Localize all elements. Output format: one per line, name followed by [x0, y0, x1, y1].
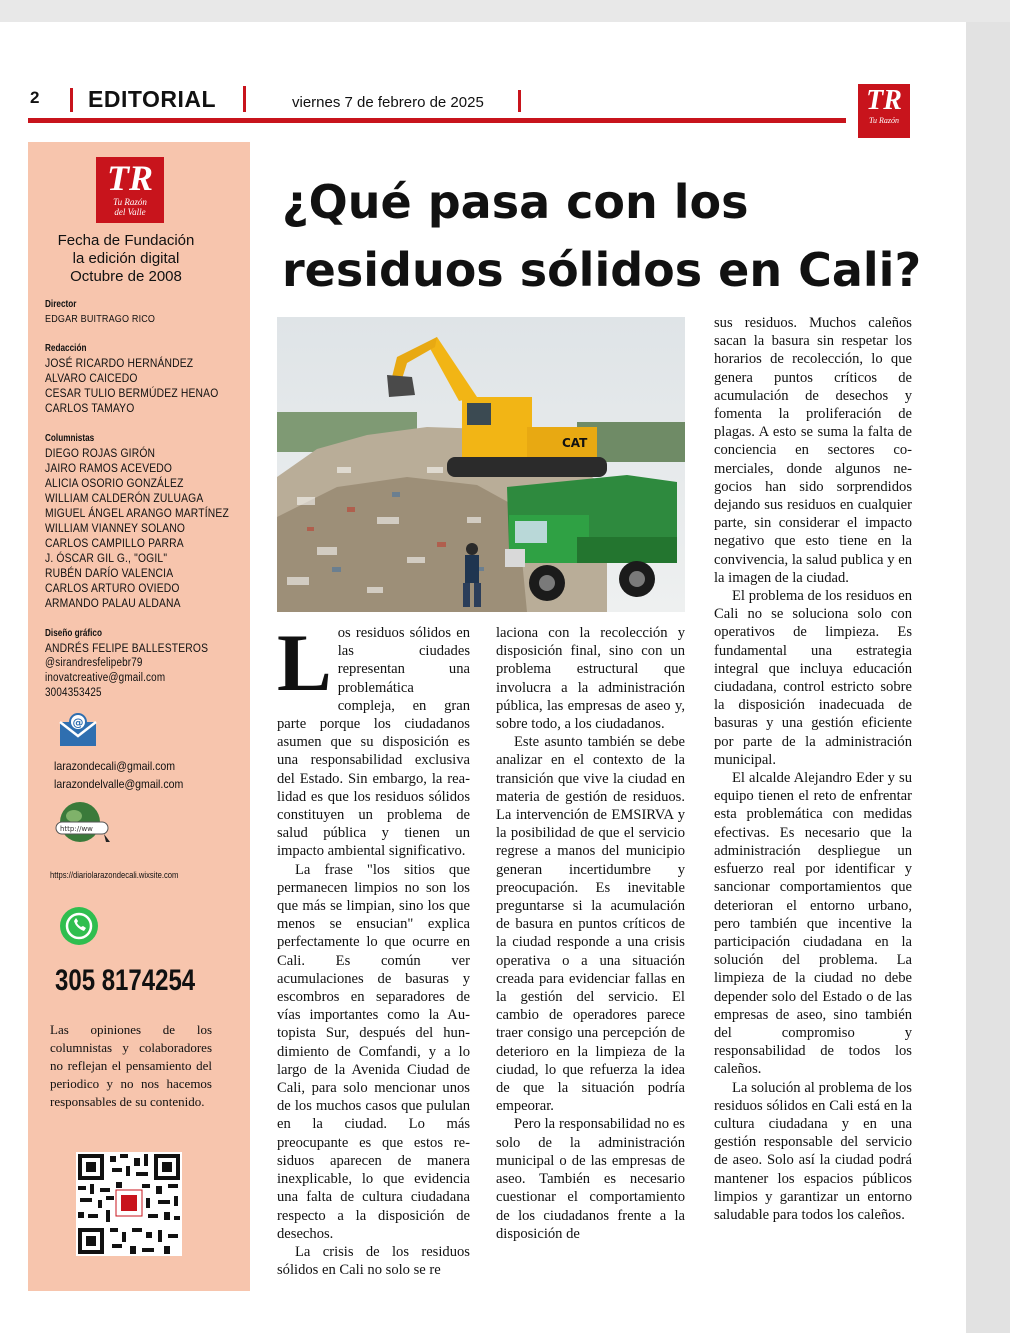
email-address[interactable]: larazondecali@gmail.com: [54, 759, 176, 773]
columnist-name: J. ÓSCAR GIL G., "OGIL": [45, 551, 168, 565]
staff-name: CESAR TULIO BERMÚDEZ HENAO: [45, 386, 219, 400]
header-divider: [243, 86, 246, 112]
columnist-name: RUBÉN DARÍO VALENCIA: [45, 566, 174, 580]
logo-line: Tu Razón: [113, 197, 147, 207]
columnist-name: JAIRO RAMOS ACEVEDO: [45, 461, 173, 475]
columnist-name: MIGUEL ÁNGEL ARANGO MARTÍNEZ: [45, 506, 229, 520]
redaccion-heading: Redacción: [45, 343, 87, 354]
website-link[interactable]: https://diariolarazondecali.wixsite.com: [50, 870, 179, 880]
email-address[interactable]: larazondelvalle@gmail.com: [54, 777, 184, 791]
columnist-name: ARMANDO PALAU ALDANA: [45, 596, 181, 610]
article-paragraph: El alcalde Alejandro Eder y su equipo tienen el reto de enfrentar esta problemática con medidas efectivas. Es necesario que la administración despliegue un esfuerzo real por identificar y sancionar comportamientos que deterioran el entorno urbano, pero también que incentive la participación ciudadana en la solución del problema. La limpieza de la ciudad no debe depender solo del Estado o de las empresas de aseo, sino también del compromiso y responsabilidad de todos los caleños.: [714, 770, 912, 1078]
email-icon: [58, 712, 98, 748]
globe-text: http://ww: [60, 825, 93, 833]
logo-letters: TR: [106, 158, 153, 198]
header-logo: [858, 84, 910, 138]
columnist-name: CARLOS CAMPILLO PARRA: [45, 536, 184, 550]
issue-date: viernes 7 de febrero de 2025: [292, 94, 484, 111]
header-divider: [518, 90, 521, 112]
designer-handle: @sirandresfelipebr79: [45, 657, 143, 669]
qr-code: [76, 1152, 182, 1256]
columnistas-heading: Columnistas: [45, 433, 95, 444]
article-paragraph: laciona con la recolección y disposición final, sino con un problema estructural que involucra a la administración pública, las empresas de aseo y, sobre todo, a los ciudadanos.: [496, 625, 685, 733]
headline-line: ¿Qué pasa con los: [282, 175, 749, 229]
diseno-block: [45, 626, 235, 701]
headline-line: residuos sólidos en Cali?: [282, 243, 922, 297]
article-paragraph: Pero la responsabilidad no es solo de la administración municipal o de las empresas de aseo. También es necesario cuestionar el comportamiento de los ciudadanos frente a la disposición de: [496, 1116, 685, 1242]
foundation-line: Octubre de 2008: [70, 268, 182, 285]
disclaimer: Las opiniones de los columnistas y colaboradores no reflejan el pensamiento del periodico y no nos hacemos responsables de su contenido.: [50, 1022, 212, 1109]
columnist-name: WILLIAM CALDERÓN ZULUAGA: [45, 491, 204, 505]
article-column-2: [496, 624, 685, 1243]
phone-number: 305 8174254: [55, 964, 196, 997]
whatsapp-icon: [58, 905, 100, 947]
article-paragraph: Los residuos sólidos en las ciudades representan una problemática compleja, en gran parte porque los ciudadanos asumen que su disposición es una responsabilidad exclusiva del Estado. Sin embargo, la realidad es que los residuos sólidos constituyen un problema de salud pública y tienen un impacto ambiental significativo.: [277, 617, 470, 860]
article-column-1: [277, 617, 470, 1279]
article-column-3: [714, 314, 912, 1224]
logo-letters: TR: [866, 85, 902, 116]
staff-name: CARLOS TAMAYO: [45, 401, 135, 415]
article-paragraph: La crisis de los residuos sólidos en Cali no solo se re: [277, 1243, 470, 1279]
article-paragraph: La frase "los sitios que permanecen limpios no son los que más se limpian, sino los que menos se ensucian" explica perfectamente lo que ocurre en Cali. Es común ver acumulaciones de basuras y escombros en separadores de vías importantes como la Autopista Sur, después del hundimiento de Comfandi, y a lo largo de la Avenida Ciudad de Cali, para solo mencionar unos de los muchos casos que pululan en la ciudad. Lo más preocupante es que estos residuos aparecen de manera inexplicable, lo que evidencia una falta de cultura ciudadana respecto a la disposición de desechos.: [277, 861, 470, 1242]
director-heading: Director: [45, 299, 77, 310]
article-headline: [282, 170, 922, 302]
article-paragraph: El problema de los residuos en Cali no se soluciona solo con operativos de limpieza. Es fundamental una estrategia integral que incluya educación ciudadana, control estricto sobre la disposición inadecuada de basuras y una gestión eficiente por parte de la administración municipal.: [714, 588, 912, 768]
article-paragraph: Este asunto también se debe analizar en el contexto de la transición que vive la ciudad en materia de gestión de residuos. La intervención de EMSIRVA y la posibilidad de que el servicio regrese a manos del municipio generan incertidumbre y preocupación. Es inevitable preguntarse si la acumulación de basura en puntos críticos de la ciudad responde a una crisis operativa o a una situación creada para evidenciar fallas en la gestión del servicio. El cambio de operadores parece traer consigo una percepción de deterioro en la limpieza de la ciudad, lo que refuerza la idea de que la situación podría empeorar.: [496, 734, 685, 1115]
logo-line: del Valle: [114, 207, 146, 217]
staff-name: JOSÉ RICARDO HERNÁNDEZ: [45, 356, 194, 370]
columnist-name: DIEGO ROJAS GIRÓN: [45, 446, 156, 460]
logo-tagline: Tu Razón: [868, 116, 899, 125]
director-name: EDGAR BUITRAGO RICO: [45, 313, 156, 325]
drop-cap: L: [277, 617, 332, 708]
sidebar-logo: [96, 157, 164, 223]
diseno-heading: Diseño gráfico: [45, 628, 102, 639]
article-paragraph: La solución al problema de los residuos sólidos en Cali está en la cultura ciudadana y en una gestión responsable del servicio de aseo. Solo así la ciudad podrá mantener los espacios públicos limpios y garantizar un entorno saludable para todos los caleños.: [714, 1079, 912, 1223]
foundation-line: Fecha de Fundación: [57, 232, 195, 249]
svg-text:CAT: CAT: [562, 436, 588, 450]
designer-email: inovatcreative@gmail.com: [45, 672, 166, 684]
designer-name: ANDRÉS FELIPE BALLESTEROS: [45, 641, 209, 655]
page-number: 2: [30, 88, 40, 107]
landfill-excavator-photo: [277, 317, 685, 612]
columnist-name: CARLOS ARTURO OVIEDO: [45, 581, 180, 595]
columnist-name: WILLIAM VIANNEY SOLANO: [45, 521, 186, 535]
article-paragraph: sus residuos. Muchos caleños sacan la basura sin respetar los horarios de recolección, lo que genera puntos críticos de acumulación de desechos y fomenta la proliferación de plagas. A esto se suma la falta de conciencia en sectores comerciales, donde algunos negocios han sido sorprendidos dejando sus residuos en cualquier parte, sin considerar el impacto negativo que esto tiene en la convivencia, la salud publica y en la imagen de la ciudad.: [714, 315, 912, 586]
viewer-right-band: [966, 22, 1010, 1333]
foundation-line: la edición digital: [72, 250, 180, 267]
section-title: EDITORIAL: [88, 86, 217, 112]
columnistas-block: [45, 431, 259, 611]
globe-icon: [50, 798, 116, 848]
redaccion-block: [45, 341, 247, 416]
designer-phone: 3004353425: [45, 687, 102, 699]
director-block: [45, 297, 173, 327]
header-rule: [28, 118, 846, 123]
contact-emails: [54, 757, 183, 793]
svg-text:@: @: [72, 716, 84, 729]
header-divider: [70, 88, 73, 112]
columnist-name: ALICIA OSORIO GONZÁLEZ: [45, 476, 184, 490]
foundation-date: [40, 232, 212, 286]
viewer-top-band: [0, 0, 1010, 22]
staff-name: ALVARO CAICEDO: [45, 371, 138, 385]
